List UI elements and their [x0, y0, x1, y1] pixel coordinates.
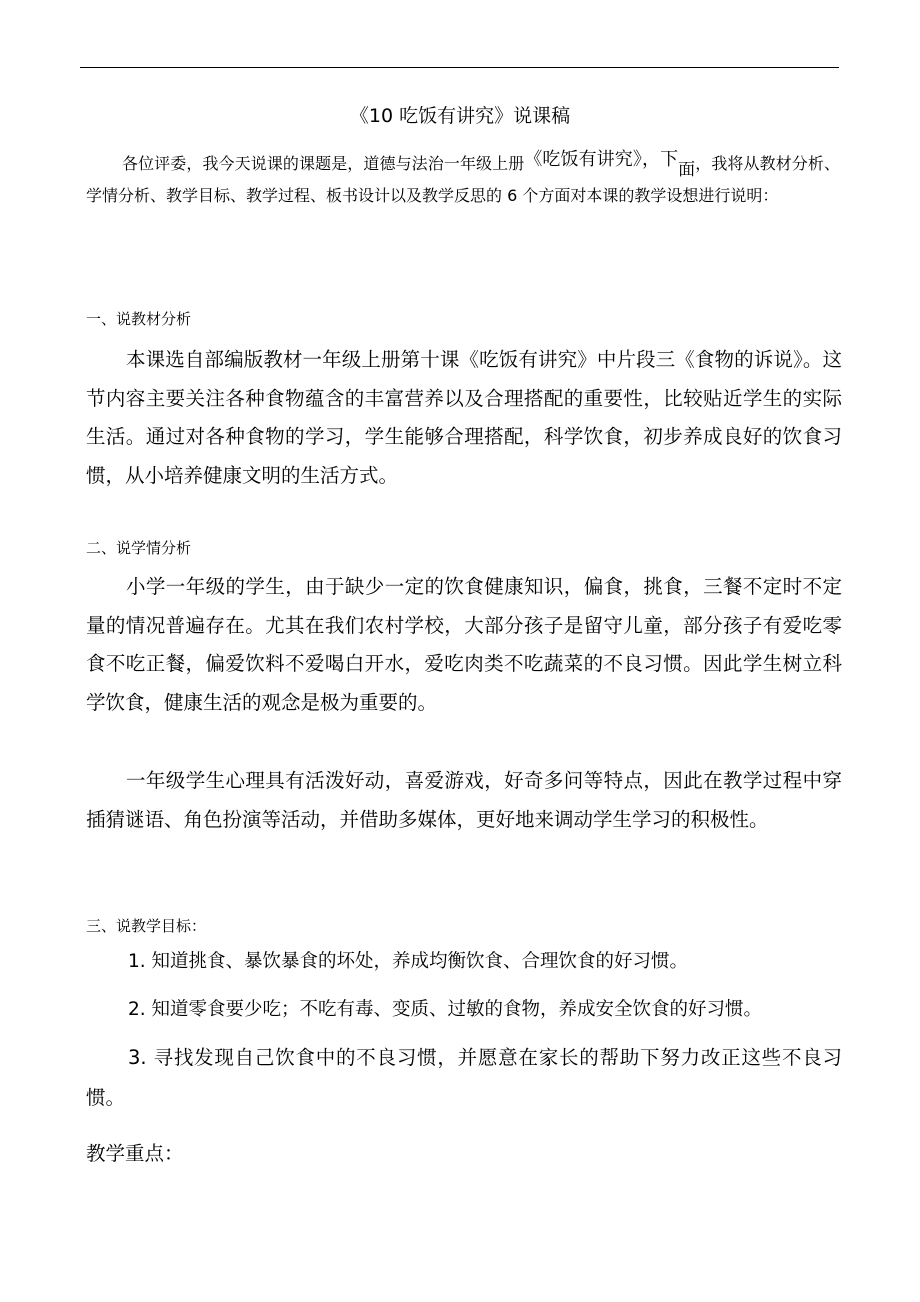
intro-text-2: 《吃饭有讲究》，: [524, 149, 661, 170]
students-paragraph-2: 一年级学生心理具有活泼好动，喜爱游戏，好奇多问等特点，因此在教学过程中穿插猜谜语、角色扮演等活动，并借助多媒体，更好地来调动学生学习的积极性。: [86, 769, 842, 831]
document-title: 《10 吃饭有讲究》说课稿: [349, 105, 571, 127]
materials-paragraph: 本课选自部编版教材一年级上册第十课《吃饭有讲究》中片段三《食物的诉说》。这节内容主要关注各种食物蕴含的丰富营养以及合理搭配的重要性，比较贴近学生的实际生活。通过对各种食物的学习，学生能够合理搭配，科学饮食，初步养成良好的饮食习惯，从小培养健康文明的生活方式。: [86, 348, 842, 487]
students-paragraph-1: 小学一年级的学生，由于缺少一定的饮食健康知识，偏食，挑食，三餐不定时不定量的情况普遍存在。尤其在我们农村学校，大部分孩子是留守儿童，部分孩子有爱吃零食不吃正餐，偏爱饮料不爱喝白开水，爱吃肉类不吃蔬菜的不良习惯。因此学生树立科学饮食，健康生活的观念是极为重要的。: [86, 575, 842, 714]
section-heading-materials: 一、说教材分析: [86, 310, 192, 328]
goal-item-3: 3. 寻找发现自己饮食中的不良习惯，并愿意在家长的帮助下努力改正这些不良习惯。: [86, 1046, 842, 1109]
header-rule: [80, 67, 839, 68]
intro-text-4: ，我将从教材分析、学情分析、教学目标、教学过程、板书设计以及教学反思的 6 个方面对本课的教学设想进行说明：: [86, 154, 840, 205]
section-heading-goals: 三、说教学目标：: [86, 917, 207, 935]
section-heading-students: 二、说学情分析: [86, 539, 192, 557]
intro-text-4-start: 面: [678, 160, 696, 180]
goal-item-1: 1. 知道挑食、暴饮暴食的坏处，养成均衡饮食、合理饮食的好习惯。: [128, 951, 689, 972]
intro-text-3: 下: [660, 149, 679, 170]
key-points-label: 教学重点：: [86, 1142, 184, 1165]
goal-item-2: 2. 知道零食要少吃；不吃有毒、变质、过敏的食物，养成安全饮食的好习惯。: [128, 999, 763, 1020]
intro-paragraph: [86, 148, 840, 211]
intro-text-1: 各位评委，我今天说课的课题是，道德与法治一年级上册: [122, 154, 525, 173]
